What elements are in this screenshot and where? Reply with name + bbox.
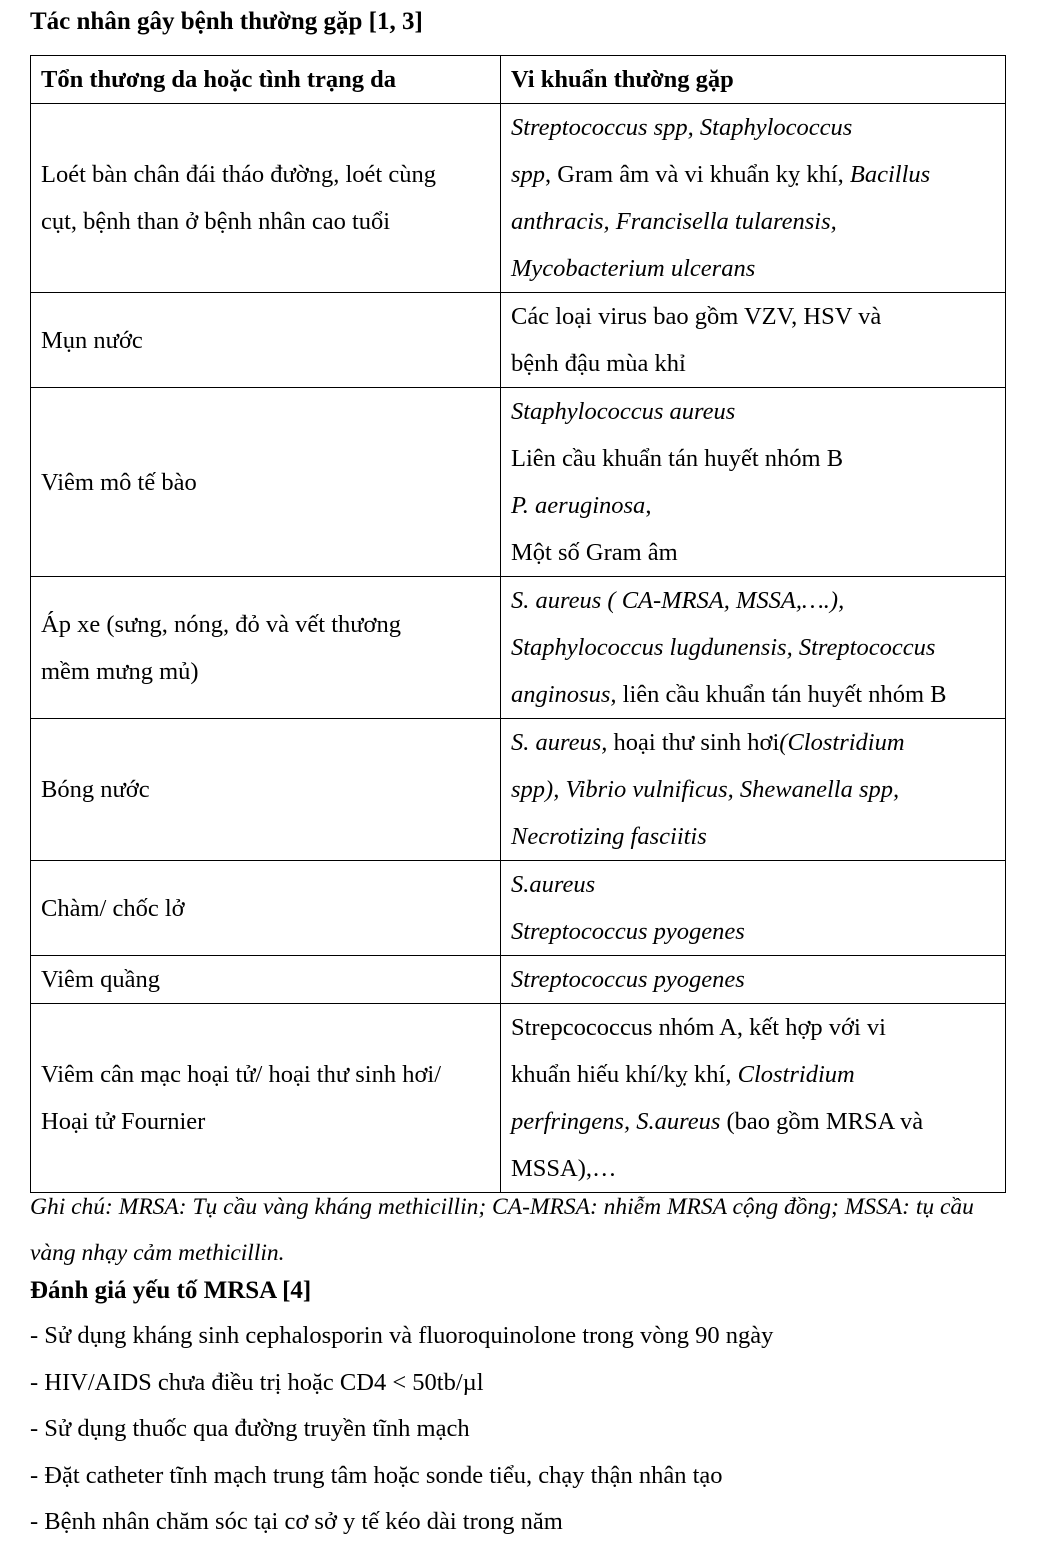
lesion-text: Bóng nước [41,776,150,803]
lesion-cell [31,104,501,293]
table-row [31,719,1006,861]
bacteria-line [511,577,995,624]
lesion-cell [31,1004,501,1193]
bacteria-cell [501,104,1006,293]
lesion-text: Viêm quầng [41,966,160,993]
bacteria-text: bệnh đậu mùa khỉ [511,350,686,377]
lesion-cell [31,719,501,861]
lesion-cell [31,388,501,577]
organism-name: anginosus, [511,681,617,708]
bacteria-text: khuẩn hiếu khí/kỵ khí, [511,1061,738,1088]
table-note: Ghi chú: MRSA: Tụ cầu vàng kháng methicillin; CA-MRSA: nhiễm MRSA cộng đồng; MSSA: tụ cầu vàng nhạy cảm methicillin. [30,1194,974,1266]
bacteria-line [511,388,995,435]
bacteria-line [511,908,995,955]
list-item: - Bệnh nhân chăm sóc tại cơ sở y tế kéo dài trong năm [30,1508,563,1535]
organism-name: spp), Vibrio vulnificus, Shewanella spp, [511,776,900,803]
list-item: - Sử dụng thuốc qua đường truyền tĩnh mạch [30,1415,470,1442]
bacteria-text: liên cầu khuẩn tán huyết nhóm B [616,681,947,708]
bacteria-text: Liên cầu khuẩn tán huyết nhóm B [511,445,844,472]
table-header-row [31,56,1006,104]
pathogen-table [30,55,1006,1193]
header-skin-lesion: Tổn thương da hoặc tình trạng da [31,56,501,104]
bacteria-text: Một số Gram âm [511,539,678,566]
table-row [31,293,1006,388]
list-item: - HIV/AIDS chưa điều trị hoặc CD4 < 50tb/µl [30,1368,484,1396]
organism-name: Necrotizing fasciitis [511,823,707,850]
bacteria-cell [501,1004,1006,1193]
bacteria-line [511,104,995,151]
organism-name: Streptococcus pyogenes [511,966,745,993]
bacteria-line [511,624,995,671]
bacteria-line [511,813,995,860]
table-row [31,956,1006,1004]
bacteria-line [511,1004,995,1051]
list-item: - Sử dụng kháng sinh cephalosporin và fluoroquinolone trong vòng 90 ngày [30,1322,774,1349]
bacteria-line [511,1051,995,1098]
organism-name: anthracis, Francisella tularensis, [511,208,837,235]
header-common-bacteria: Vi khuẩn thường gặp [501,56,1006,104]
lesion-text: Viêm mô tế bào [41,468,197,496]
table-row [31,861,1006,956]
bacteria-line [511,1098,995,1145]
bacteria-line [511,435,995,482]
section-title: Tác nhân gây bệnh thường gặp [1, 3] [30,8,423,35]
bacteria-line [511,293,995,340]
organism-name: P. aeruginosa [511,492,646,519]
bacteria-text: Các loại virus bao gồm VZV, HSV và [511,303,882,330]
bacteria-line [511,198,995,245]
lesion-text: Viêm cân mạc hoại tử/ hoại thư sinh hơi/ [41,1061,442,1088]
organism-name: Mycobacterium ulcerans [511,255,756,282]
table-row [31,104,1006,293]
bacteria-line [511,956,995,1003]
bacteria-text: Strepcococcus nhóm A, kết hợp với vi [511,1014,886,1041]
organism-name: S. aureus ( CA-MRSA, MSSA,….), [511,587,845,614]
lesion-cell [31,956,501,1004]
organism-name: perfringens, S.aureus [511,1108,721,1135]
bacteria-text: , [645,492,652,519]
bacteria-line [511,482,995,529]
lesion-cell [31,861,501,956]
organism-name: Streptococcus spp, Staphylococcus [511,114,853,141]
lesion-text: Chàm/ chốc lở [41,894,185,922]
bacteria-cell [501,577,1006,719]
bacteria-line [511,245,995,292]
bacteria-line [511,766,995,813]
bacteria-cell [501,388,1006,577]
lesion-text: cụt, bệnh than ở bệnh nhân cao tuổi [41,208,391,235]
organism-name: spp [511,161,546,188]
lesion-text: mềm mưng mủ) [41,657,199,685]
lesion-text: Loét bàn chân đái tháo đường, loét cùng [41,161,436,188]
bacteria-cell [501,861,1006,956]
organism-name: Staphylococcus lugdunensis, Streptococcus [511,634,936,661]
table-row [31,577,1006,719]
bacteria-cell [501,719,1006,861]
list-item: - Đặt catheter tĩnh mạch trung tâm hoặc sonde tiểu, chạy thận nhân tạo [30,1461,723,1489]
bacteria-line [511,671,995,718]
lesion-text: Hoại tử Fournier [41,1108,206,1135]
bacteria-line [511,151,995,198]
mrsa-heading: Đánh giá yếu tố MRSA [4] [30,1277,312,1304]
organism-name: S.aureus [511,871,596,898]
lesion-cell [31,577,501,719]
bacteria-cell [501,293,1006,388]
organism-name: Bacillus [849,161,931,188]
table-row [31,388,1006,577]
lesion-cell [31,293,501,388]
bacteria-text: hoại thư sinh hơi [607,729,780,756]
table-row [31,1004,1006,1193]
table-body [31,104,1006,1193]
bacteria-text: , Gram âm và vi khuẩn kỵ khí, [545,161,850,188]
organism-name: (Clostridium [779,729,905,756]
organism-name: Staphylococcus aureus [511,398,736,425]
bacteria-text: MSSA),… [511,1155,617,1182]
mrsa-risk-list [30,1313,773,1546]
lesion-text: Áp xe (sưng, nóng, đỏ và vết thương [41,610,402,638]
organism-name: S. aureus, [511,729,608,756]
bacteria-line [511,529,995,576]
bacteria-line [511,340,995,387]
organism-name: Clostridium [737,1061,855,1088]
bacteria-line [511,861,995,908]
bacteria-cell [501,956,1006,1004]
bacteria-line [511,719,995,766]
bacteria-text: (bao gồm MRSA và [720,1108,924,1135]
organism-name: Streptococcus pyogenes [511,918,745,945]
lesion-text: Mụn nước [41,326,143,354]
